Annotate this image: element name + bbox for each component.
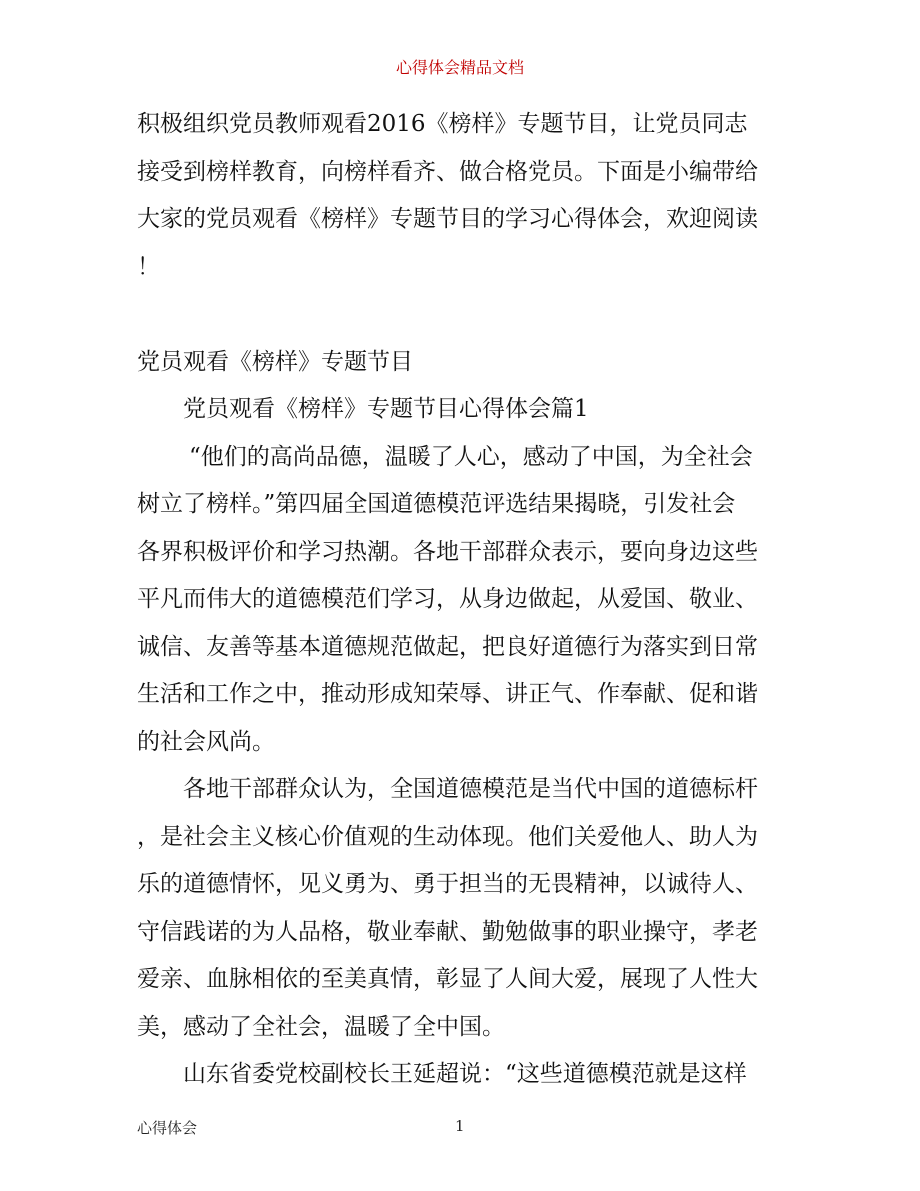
paragraph-line: 诚信、友善等基本道德规范做起，把良好道德行为落实到日常 (137, 633, 758, 660)
paragraph-line: 守信践诺的为人品格，敬业奉献、勤勉做事的职业操守，孝老 (137, 918, 758, 945)
intro-line: 接受到榜样教育，向榜样看齐、做合格党员。下面是小编带给 (137, 158, 758, 185)
paragraph-line: 各地干部群众认为，全国道德模范是当代中国的道德标杆 (183, 776, 758, 802)
paragraph-line: 树立了榜样。”第四届全国道德模范评选结果揭晓，引发社会 (137, 491, 736, 517)
paragraph-line: 的社会风尚。 (137, 728, 275, 755)
paragraph-line: 平凡而伟大的道德模范们学习，从身边做起，从爱国、敬业、 (137, 586, 758, 612)
paragraph-line: 各界积极评价和学习热潮。各地干部群众表示，要向身边这些 (137, 538, 758, 565)
paragraph-line: 爱亲、血脉相依的至美真情，彰显了人间大爱，展现了人性大 (137, 966, 758, 992)
document-body (137, 101, 787, 1099)
footer-label: 心得体会 (137, 1119, 198, 1137)
intro-line: 大家的党员观看《榜样》专题节目的学习心得体会，欢迎阅读 (137, 206, 758, 232)
intro-line: ！ (137, 253, 160, 280)
paragraph-line: ，是社会主义核心价值观的生动体现。他们关爱他人、助人为 (137, 823, 758, 850)
paragraph-line: 美，感动了全社会，温暖了全中国。 (137, 1013, 505, 1040)
paragraph-line: 生活和工作之中，推动形成知荣辱、讲正气、作奉献、促和谐 (137, 681, 758, 707)
page-header: 心得体会精品文档 (395, 58, 524, 77)
page-number: 1 (455, 1117, 465, 1135)
paragraph-line: 乐的道德情怀，见义勇为、勇于担当的无畏精神，以诚待人、 (137, 871, 758, 897)
paragraph-line: 山东省委党校副校长王延超说：“这些道德模范就是这样 (183, 1061, 747, 1087)
blank-line (137, 291, 787, 339)
paragraph-line: “他们的高尚品德，温暖了人心，感动了中国，为全社会 (189, 443, 753, 470)
subsection-title: 党员观看《榜样》专题节目心得体会篇1 (183, 396, 589, 422)
section-title: 党员观看《榜样》专题节目 (137, 348, 413, 375)
intro-line: 积极组织党员教师观看2016《榜样》专题节目，让党员同志 (137, 111, 748, 137)
